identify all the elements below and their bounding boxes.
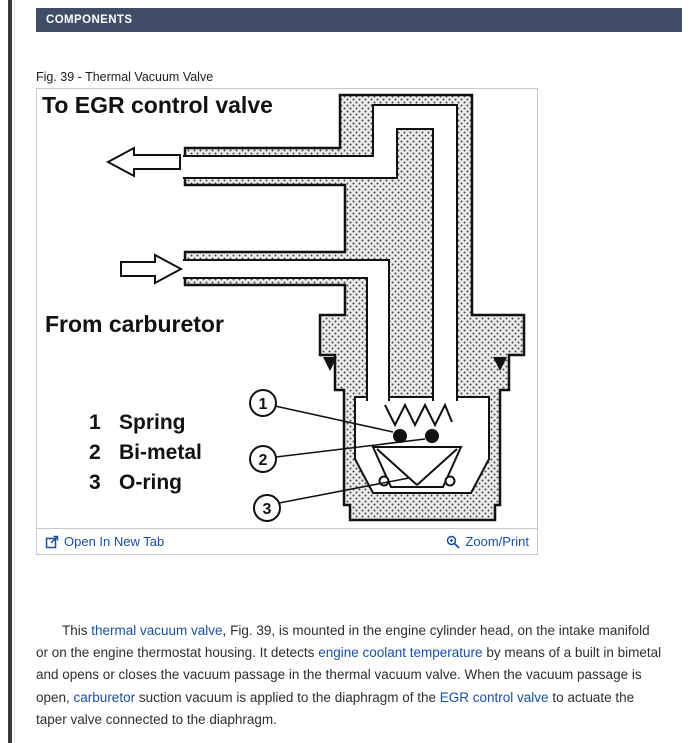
- description-paragraph: [36, 620, 664, 732]
- label-to-egr: To EGR control valve: [42, 92, 273, 118]
- inline-link[interactable]: carburetor: [73, 689, 136, 705]
- open-in-new-tab-icon: [45, 535, 59, 549]
- diagram-legend: [89, 411, 202, 494]
- figure-toolbar: [37, 528, 537, 554]
- left-border-line-light: [14, 0, 15, 743]
- text-segment: to actuate the taper valve connected to the diaphragm.: [36, 689, 635, 728]
- legend-item-oring: 3 O-ring: [89, 471, 182, 494]
- thermal-vacuum-valve-diagram: [37, 89, 537, 528]
- open-in-new-tab-label: Open In New Tab: [64, 534, 165, 549]
- zoom-print-label: Zoom/Print: [465, 534, 529, 549]
- legend-item-bimetal: 2 Bi-metal: [89, 441, 202, 464]
- text-segment: by means of a built in bimetal and opens or closes the vacuum passage in the thermal vacuum valve. When the vacuum passage is open,: [36, 644, 662, 705]
- flow-arrow-from-carburetor: [121, 255, 181, 283]
- section-header-label: COMPONENTS: [46, 14, 133, 26]
- callout-markers: [250, 390, 280, 521]
- figure-caption: Fig. 39 - Thermal Vacuum Valve: [36, 70, 214, 84]
- figure-box: [36, 88, 538, 555]
- text-segment: This: [62, 622, 92, 638]
- text-segment: suction vacuum is applied to the diaphragm of the: [135, 689, 440, 705]
- callout-1: 1: [258, 396, 268, 413]
- inline-link[interactable]: thermal vacuum valve: [91, 622, 223, 638]
- flow-arrow-to-egr: [108, 148, 180, 176]
- inline-link[interactable]: EGR control valve: [439, 689, 549, 705]
- text-segment: , Fig. 39, is mounted in the engine cylinder head, on the intake manifold or on the engine thermostat housing. It detects: [36, 622, 650, 660]
- left-border-line: [8, 0, 12, 743]
- legend-item-spring: 1 Spring: [89, 411, 186, 434]
- section-header-components[interactable]: [36, 8, 682, 32]
- callout-3: 3: [262, 501, 272, 518]
- inline-link[interactable]: engine coolant temperature: [318, 644, 483, 660]
- callout-2: 2: [258, 452, 268, 469]
- open-in-new-tab-link[interactable]: [45, 534, 164, 549]
- zoom-icon: [446, 535, 460, 549]
- label-from-carburetor: From carburetor: [45, 311, 224, 337]
- zoom-print-link[interactable]: [446, 534, 529, 549]
